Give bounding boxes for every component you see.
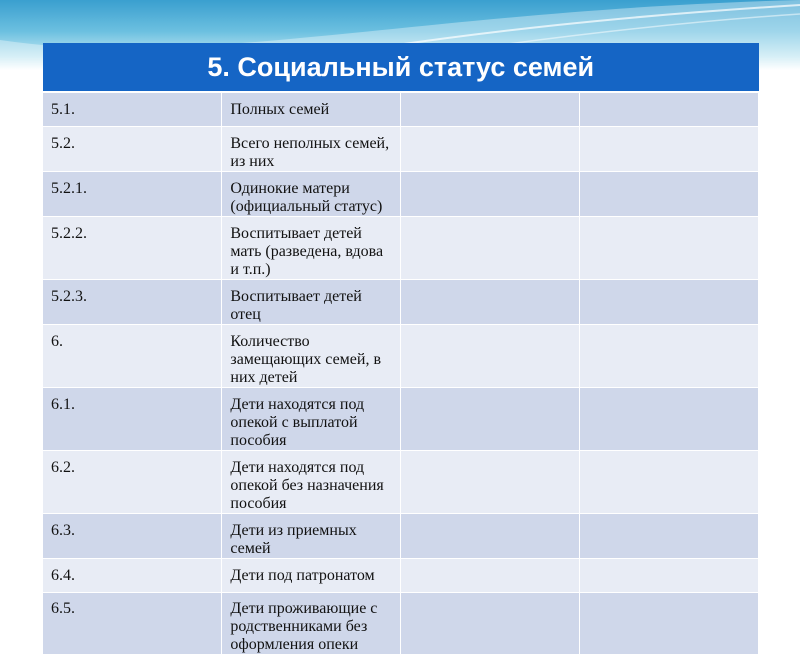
table-row: [43, 450, 759, 513]
row-value-cell: [580, 126, 759, 171]
row-label: Воспитывает детей мать (разведена, вдова и т.п.): [222, 216, 401, 279]
row-value-cell: [580, 171, 759, 216]
table-title: 5. Социальный статус семей: [43, 43, 759, 92]
row-value-cell: [401, 450, 580, 513]
row-number: 5.2.2.: [43, 216, 222, 279]
table-row: [43, 279, 759, 324]
row-value-cell: [580, 592, 759, 654]
row-value-cell: [580, 216, 759, 279]
row-number: 6.: [43, 324, 222, 387]
row-label: Дети из приемных семей: [222, 513, 401, 558]
row-number: 6.2.: [43, 450, 222, 513]
row-label: Дети находятся под опекой без назначения пособия: [222, 450, 401, 513]
row-label: Дети под патронатом: [222, 558, 401, 592]
table-row: [43, 387, 759, 450]
row-label: Одинокие матери (официальный статус): [222, 171, 401, 216]
row-value-cell: [580, 92, 759, 126]
table-row: [43, 558, 759, 592]
row-value-cell: [401, 216, 580, 279]
row-value-cell: [401, 558, 580, 592]
row-value-cell: [401, 92, 580, 126]
row-number: 5.2.1.: [43, 171, 222, 216]
row-number: 6.5.: [43, 592, 222, 654]
row-value-cell: [401, 126, 580, 171]
row-label: Дети находятся под опекой с выплатой пособия: [222, 387, 401, 450]
row-value-cell: [401, 592, 580, 654]
row-label: Всего неполных семей, из них: [222, 126, 401, 171]
row-value-cell: [580, 558, 759, 592]
row-number: 6.1.: [43, 387, 222, 450]
row-value-cell: [401, 387, 580, 450]
row-value-cell: [401, 513, 580, 558]
row-number: 5.2.: [43, 126, 222, 171]
row-number: 6.3.: [43, 513, 222, 558]
row-value-cell: [401, 279, 580, 324]
row-label: Дети проживающие с родственниками без оформления опеки: [222, 592, 401, 654]
row-value-cell: [580, 513, 759, 558]
row-number: 5.2.3.: [43, 279, 222, 324]
row-number: 5.1.: [43, 92, 222, 126]
row-label: Количество замещающих семей, в них детей: [222, 324, 401, 387]
social-status-table: [43, 43, 759, 655]
row-value-cell: [580, 279, 759, 324]
table-row: [43, 324, 759, 387]
row-value-cell: [580, 450, 759, 513]
row-value-cell: [401, 171, 580, 216]
row-value-cell: [580, 324, 759, 387]
table-row: [43, 126, 759, 171]
row-label: Полных семей: [222, 92, 401, 126]
row-value-cell: [401, 324, 580, 387]
table-row: [43, 92, 759, 126]
table-row: [43, 216, 759, 279]
row-number: 6.4.: [43, 558, 222, 592]
table-row: [43, 171, 759, 216]
table-row: [43, 592, 759, 654]
row-label: Воспитывает детей отец: [222, 279, 401, 324]
row-value-cell: [580, 387, 759, 450]
table-row: [43, 513, 759, 558]
